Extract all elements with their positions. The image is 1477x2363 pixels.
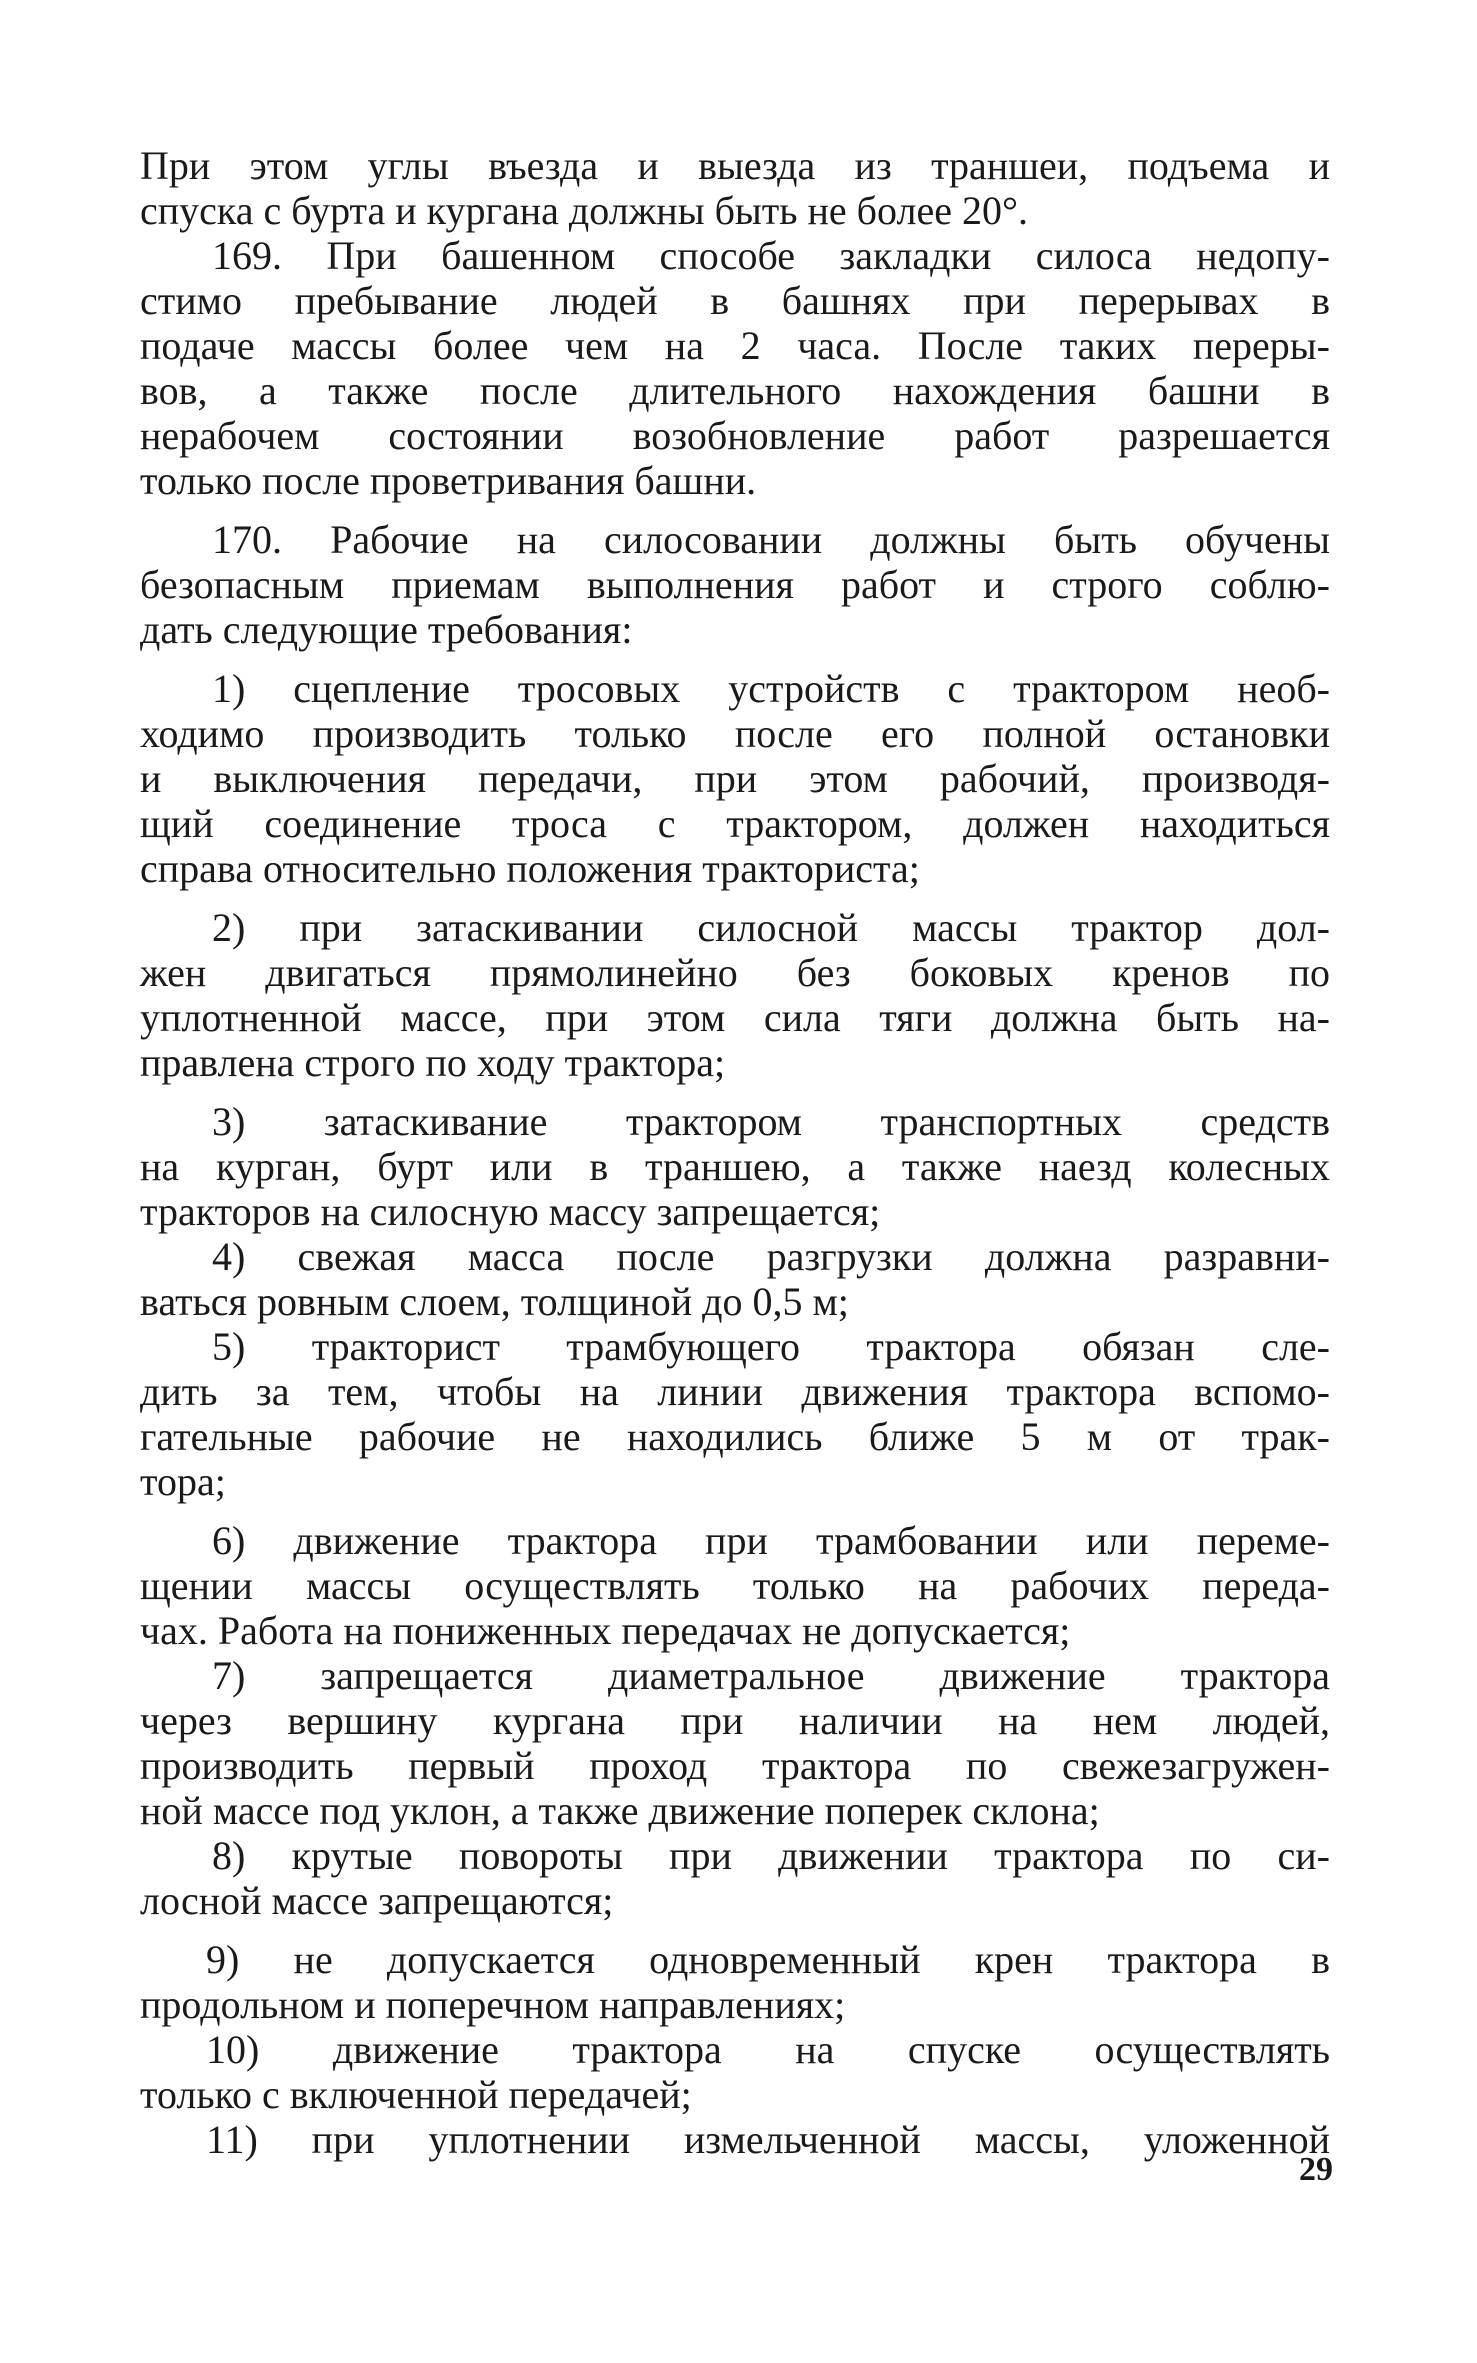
- text-line: При этом углы въезда и выезда из траншеи, подъема и: [140, 143, 1330, 188]
- page-number: 29: [1299, 2151, 1333, 2188]
- text-line: через вершину кургана при наличии на нем людей,: [140, 1698, 1330, 1743]
- text-line: тора;: [140, 1459, 226, 1504]
- text-line: стимо пребывание людей в башнях при перерывах в: [140, 278, 1330, 323]
- text-line: правлена строго по ходу трактора;: [140, 1040, 726, 1085]
- text-line: гательные рабочие не находились ближе 5 м от трак-: [140, 1414, 1330, 1459]
- text-line: щении массы осуществлять только на рабочих переда-: [140, 1563, 1330, 1608]
- paragraph-169-start: 169. При башенном способе закладки силоса недопу-: [212, 233, 1330, 278]
- text-line: уплотненной массе, при этом сила тяги должна быть на-: [140, 995, 1330, 1040]
- text-line: щий соединение троса с трактором, должен находиться: [140, 801, 1330, 846]
- list-item-3: 3) затаскивание трактором транспортных средств: [212, 1099, 1330, 1144]
- text-line: безопасным приемам выполнения работ и строго соблю-: [140, 562, 1330, 607]
- text-line: дать следующие требования:: [140, 607, 633, 652]
- text-line: чах. Работа на пониженных передачах не допускается;: [140, 1608, 1071, 1653]
- text-line: дить за тем, чтобы на линии движения трактора вспомо-: [140, 1369, 1330, 1414]
- text-line: на курган, бурт или в траншею, а также наезд колесных: [140, 1144, 1330, 1189]
- text-line: подаче массы более чем на 2 часа. После таких переры-: [140, 323, 1330, 368]
- text-line: жен двигаться прямолинейно без боковых кренов по: [140, 950, 1330, 995]
- text-line: нерабочем состоянии возобновление работ разрешается: [140, 413, 1330, 458]
- list-item-4: 4) свежая масса после разгрузки должна разравни-: [212, 1234, 1330, 1279]
- text-line: лосной массе запрещаются;: [140, 1878, 614, 1923]
- text-line: справа относительно положения тракториста;: [140, 846, 920, 891]
- text-line: только после проветривания башни.: [140, 458, 757, 503]
- body-text: [140, 143, 1330, 2162]
- list-item-9: 9) не допускается одновременный крен трактора в: [206, 1937, 1330, 1982]
- list-item-7: 7) запрещается диаметральное движение трактора: [212, 1653, 1330, 1698]
- list-item-10: 10) движение трактора на спуске осуществлять: [206, 2027, 1330, 2072]
- text-line: тракторов на силосную массу запрещается;: [140, 1189, 881, 1234]
- list-item-1: 1) сцепление тросовых устройств с трактором необ-: [212, 666, 1330, 711]
- text-line: только с включенной передачей;: [140, 2072, 692, 2117]
- list-item-5: 5) тракторист трамбующего трактора обязан сле-: [212, 1324, 1330, 1369]
- text-line: производить первый проход трактора по свежезагружен-: [140, 1743, 1330, 1788]
- list-item-8: 8) крутые повороты при движении трактора по си-: [212, 1833, 1330, 1878]
- text-line: вов, а также после длительного нахождения башни в: [140, 368, 1330, 413]
- text-line: спуска с бурта и кургана должны быть не более 20°.: [140, 188, 1028, 233]
- text-line: ваться ровным слоем, толщиной до 0,5 м;: [140, 1279, 849, 1324]
- list-item-6: 6) движение трактора при трамбовании или переме-: [212, 1518, 1330, 1563]
- text-line: ной массе под уклон, а также движение поперек склона;: [140, 1788, 1100, 1833]
- text-line: продольном и поперечном направлениях;: [140, 1982, 846, 2027]
- paragraph-170-start: 170. Рабочие на силосовании должны быть обучены: [212, 517, 1330, 562]
- list-item-11: 11) при уплотнении измельченной массы, уложенной: [206, 2117, 1330, 2162]
- list-item-2: 2) при затаскивании силосной массы трактор дол-: [212, 905, 1330, 950]
- text-line: и выключения передачи, при этом рабочий, производя-: [140, 756, 1330, 801]
- text-line: ходимо производить только после его полной остановки: [140, 711, 1330, 756]
